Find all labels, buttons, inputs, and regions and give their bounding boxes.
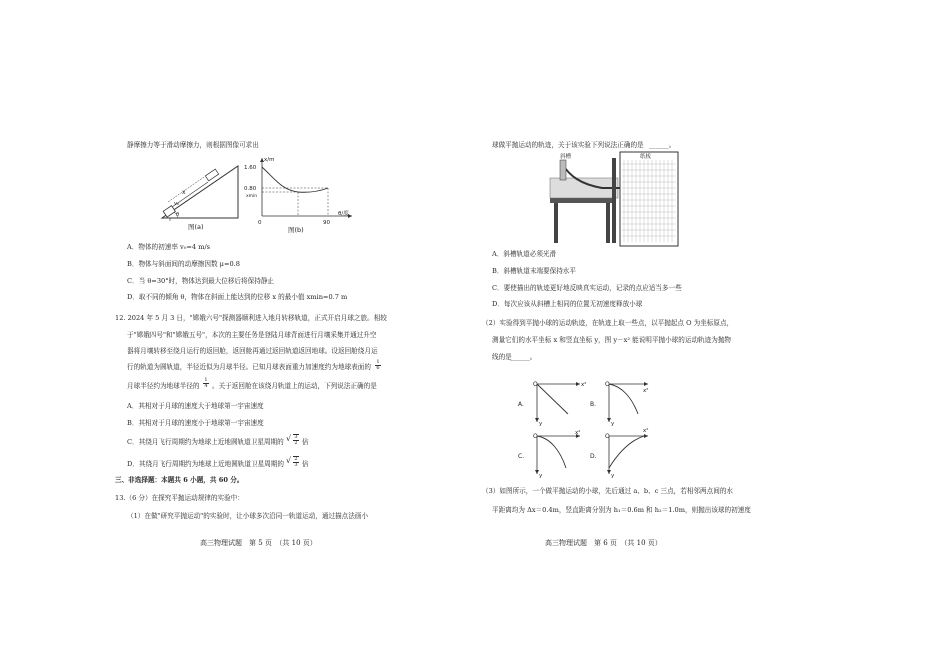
graph-c-xaxis: x² xyxy=(575,430,581,436)
q13-title: 13.（6 分）在探究平抛运动规律的实验中： xyxy=(115,494,244,502)
right-option-b: B．斜槽轨道末端要保持水平 xyxy=(492,267,576,275)
fig-b-ylabel: x/m xyxy=(264,157,275,163)
q12-option-d-suffix: 倍 xyxy=(302,460,309,468)
graph-c-label: C. xyxy=(518,453,525,460)
part2-blank: ______。 xyxy=(510,353,537,361)
q12-frac-quarter-den: 4 xyxy=(204,383,208,389)
q12-sqrt-c-sign: √ xyxy=(286,434,292,443)
right-option-a: A．斜槽轨道必须光滑 xyxy=(492,250,557,258)
graph-a-label: A. xyxy=(518,401,524,408)
graph-a-origin: O xyxy=(533,381,538,388)
figure-b-graph xyxy=(240,152,360,234)
graph-d-yaxis: y xyxy=(611,473,615,479)
graph-d-origin: O xyxy=(605,433,610,440)
fig-b-caption: 图(b) xyxy=(288,226,304,234)
apparatus-label-slope: 斜槽 xyxy=(560,154,572,160)
q12-frac-quarter-num: 1 xyxy=(204,377,208,383)
right-page xyxy=(475,0,950,671)
q12-option-c-suffix: 倍 xyxy=(302,438,309,446)
q12-sqrt-c-num: 3 xyxy=(294,434,298,440)
graph-d-label: D. xyxy=(590,453,597,460)
graph-d xyxy=(590,427,648,479)
q12-option-a: A．其相对于月球的速度大于地球第一宇宙速度 xyxy=(127,402,264,410)
apparatus-figure xyxy=(550,150,720,250)
q12-frac-sixth-den: 6 xyxy=(376,365,380,371)
figure-a-incline xyxy=(150,158,250,240)
right-footer: 高三物理试题 第 6 页 （共 10 页） xyxy=(545,539,662,547)
q12-option-d: D．其绕月飞行周期约为地球上近地圆轨道卫星周期的 xyxy=(127,460,284,468)
part2-line-1: （2）实验得到平抛小球的运动轨迹，在轨迹上取一些点，以平抛起点 O 为坐标原点， xyxy=(482,319,734,327)
q13-part1: （1）在做"研究平抛运动"的实验时，让小球多次沿同一轨道运动，通过描点法画小 xyxy=(127,512,369,520)
q11-option-d: D．取不同的倾角 θ，物体在斜面上能达到的位移 x 的最小值 xmin=0.7 m xyxy=(127,293,348,301)
graph-b-xaxis: x² xyxy=(643,388,649,394)
q11-option-a: A．物体的初速率 v₀=4 m/s xyxy=(127,243,211,251)
q12-frac-sixth xyxy=(375,360,381,371)
fig-a-caption: 图(a) xyxy=(188,223,204,231)
graph-b-yaxis: y xyxy=(611,421,615,427)
fig-b-xlabel: θ/度 xyxy=(338,211,349,217)
fig-b-xtick-1: 0 xyxy=(258,220,262,226)
q12-sqrt-c-frac xyxy=(293,434,299,446)
fig-b-xtick-2: 90 xyxy=(323,220,330,226)
right-option-c: C．要使描出的轨迹更好地反映真实运动，记录的点应适当多一些 xyxy=(492,284,682,292)
fig-a-label-theta: θ xyxy=(176,212,180,218)
q12-sqrt-c-den: 2 xyxy=(294,440,298,446)
q12-sqrt-d-frac xyxy=(293,456,299,468)
fig-b-ytick-1: 1.60 xyxy=(244,165,257,171)
graph-d-xaxis: x² xyxy=(643,428,649,434)
fig-a-label-x: x xyxy=(182,189,186,196)
q12-frac-quarter xyxy=(203,378,209,389)
fig-a-label-v0: v₀ xyxy=(174,201,179,207)
fig-b-ytick-2: 0.80 xyxy=(244,186,257,192)
q12-line-5: 月球半径约为地球半径的 xyxy=(127,382,200,390)
right-top-blank: ______。 xyxy=(649,141,676,149)
right-option-d: D．每次应该从斜槽上相同的位置无初速度释放小球 xyxy=(492,300,643,308)
q12-line-1: 12. 2024 年 5 月 3 日，"嫦娥六号"探测器顺利进入地月转移轨道，正式开启月球之旅。相较 xyxy=(115,314,387,322)
graph-a-yaxis: y xyxy=(539,421,543,427)
fig-b-ytick-3: xmin xyxy=(246,194,258,199)
graph-b xyxy=(590,381,648,427)
graph-c-origin: O xyxy=(533,433,538,440)
graph-a xyxy=(518,381,586,427)
part2-line-3: 线的是 xyxy=(492,353,512,361)
graph-b-label: B. xyxy=(590,401,597,408)
graph-b-origin: O xyxy=(605,381,610,388)
q12-sqrt-d-sign: √ xyxy=(286,456,292,465)
q12-sqrt-d-den: 3 xyxy=(294,462,298,468)
q12-option-b: B．其相对于月球的速度小于地球第一宇宙速度 xyxy=(127,419,264,427)
left-footer: 高三物理试题 第 5 页 （共 10 页） xyxy=(200,539,317,547)
q12-frac-sixth-num: 1 xyxy=(376,359,380,365)
q11-option-b: B．物体与斜面间的动摩擦因数 μ=0.8 xyxy=(127,260,240,268)
graph-c xyxy=(518,429,580,479)
graph-a-xaxis: x² xyxy=(581,382,587,388)
q12-line-4: 行的轨道为圆轨道，半径近似为月球半径。已知月球表面重力加速度约为地球表面的 xyxy=(127,363,371,371)
q12-line-3: 器将月壤转移至绕月运行的返回舱，返回舱再通过返回轨道返回地球。设返回舱绕月运 xyxy=(127,347,378,355)
part2-line-2: 测量它们的水平坐标 x 和竖直坐标 y，图 y－x² 能说明平抛小球的运动轨迹为抛物 xyxy=(492,336,732,344)
part3-line-2: 平距离均为 Δx＝0.4m，竖直距离分别为 h₁＝0.6m 和 h₂＝1.0m，则抛出该球的初速度 xyxy=(492,506,751,514)
graph-c-yaxis: y xyxy=(539,473,543,479)
q12-option-c: C．其绕月飞行周期约为地球上近地圆轨道卫星周期的 xyxy=(127,438,284,446)
apparatus-label-board: 纸板 xyxy=(640,154,652,160)
graphs-abcd xyxy=(510,378,650,478)
intro-line: 静摩擦力等于滑动摩擦力，则根据图像可求出 xyxy=(127,141,259,149)
q12-line-2: 于"嫦娥四号"和"嫦娥五号"，本次的主要任务是登陆月球背面进行月壤采集并通过升空 xyxy=(127,331,377,339)
q12-line-6: 。关于返回舱在该绕月轨道上的运动，下列说法正确的是 xyxy=(212,382,377,390)
right-top-line: 球做平抛运动的轨迹，关于该实验下列说法正确的是 xyxy=(492,141,644,149)
q12-sqrt-d-num: 2 xyxy=(294,456,298,462)
section-3-heading: 三、非选择题：本题共 6 小题，共 60 分。 xyxy=(115,476,244,484)
left-page xyxy=(0,0,470,671)
part3-line-1: （3）如图所示，一个做平抛运动的小球，先后通过 a、b、c 三点，若相邻两点间的水 xyxy=(482,487,734,495)
q11-option-c: C．当 θ=30°时，物体达到最大位移后将保持静止 xyxy=(127,277,275,285)
